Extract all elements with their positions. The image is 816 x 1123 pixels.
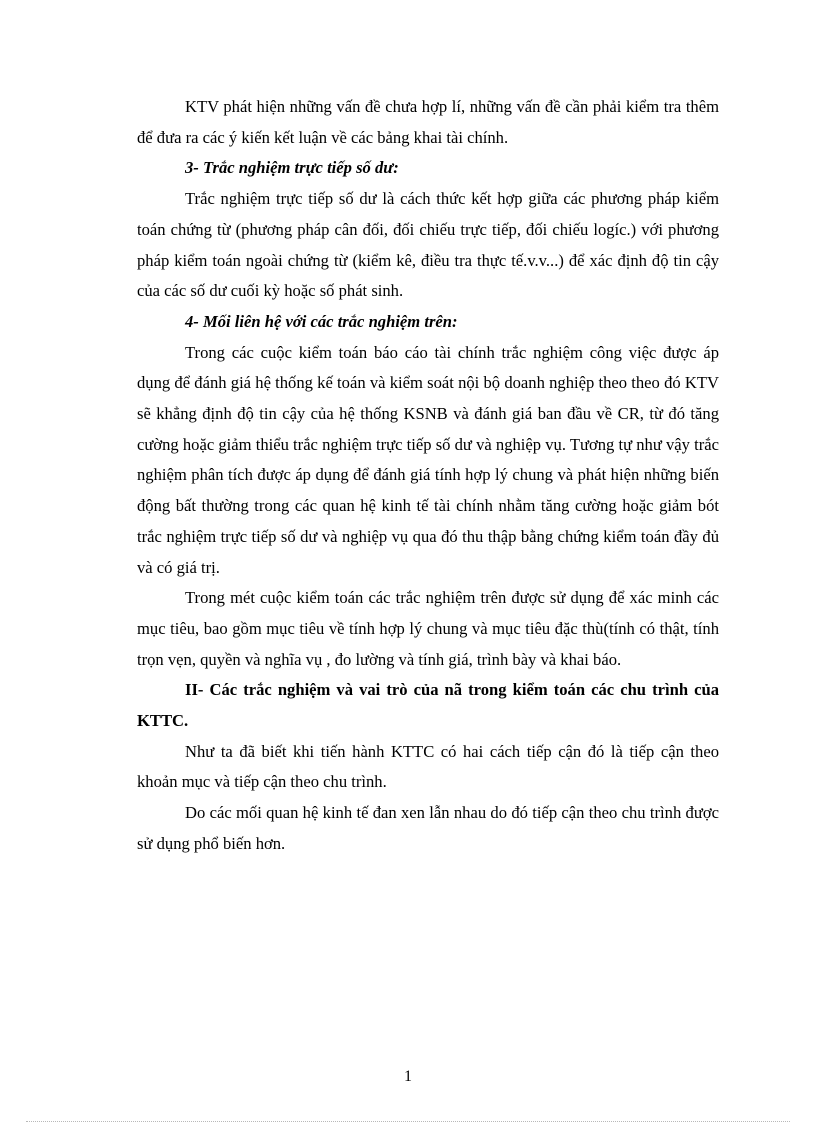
paragraph-relationship-tests: Trong các cuộc kiểm toán báo cáo tài chính trắc nghiệm công việc được áp dụng để đánh giá hệ thống kế toán và kiểm soát nội bộ doanh nghiệp theo theo đó KTV sẽ khẳng định độ tin cậy của hệ thống KSNB và đánh giá ban đầu về CR, từ đó tăng cường hoặc giảm thiểu trắc nghiệm trực tiếp số dư và nghiệp vụ. Tương tự như vậy trắc nghiệm phân tích được áp dụng để đánh giá tính hợp lý chung và phát hiện những biến động bất thường trong các quan hệ kinh tế tài chính nhằm tăng cường hoặc giảm bót trắc nghiệm trực tiếp số dư và nghiệp vụ qua đó thu thập bằng chứng kiểm toán đầy đủ và có giá trị. bbox=[137, 342, 719, 577]
page-number: 1 bbox=[404, 1068, 412, 1085]
paragraph-ktv-findings: KTV phát hiện những vấn đề chưa hợp lí, những vấn đề cần phải kiểm tra thêm để đưa ra các ý kiến kết luận về các bảng khai tài chính. bbox=[137, 97, 719, 147]
footer-divider bbox=[26, 1121, 790, 1122]
paragraph-direct-balance-test: Trắc nghiệm trực tiếp số dư là cách thức kết hợp giữa các phương pháp kiểm toán chứng từ (phương pháp cân đối, đối chiếu trực tiếp, đối chiếu logíc.) với phương pháp kiểm toán ngoài chứng từ (kiểm kê, điều tra thực tế.v.v...) để xác định độ tin cậy của các số dư cuối kỳ hoặc số phát sinh. bbox=[137, 189, 719, 301]
heading-section-ii: II- Các trắc nghiệm và vai trò của nã trong kiểm toán các chu trình của KTTC. bbox=[137, 680, 719, 731]
heading-direct-balance-test: 3- Trắc nghiệm trực tiếp số dư: bbox=[185, 158, 399, 178]
paragraph-approaches: Như ta đã biết khi tiến hành KTTC có hai cách tiếp cận đó là tiếp cận theo khoản mục và tiếp cận theo chu trình. bbox=[137, 741, 719, 792]
heading-relationship-tests: 4- Mối liên hệ với các trắc nghiệm trên: bbox=[185, 311, 458, 331]
paragraph-cycle-approach: Do các mối quan hệ kinh tế đan xen lẫn nhau do đó tiếp cận theo chu trình được sử dụng phổ biến hơn. bbox=[137, 803, 719, 853]
page-content bbox=[137, 92, 719, 860]
paragraph-audit-objectives: Trong mét cuộc kiểm toán các trắc nghiệm trên được sử dụng để xác minh các mục tiêu, bao gồm mục tiêu về tính hợp lý chung và mục tiêu đặc thù(tính có thật, tính trọn vẹn, quyền và nghĩa vụ , đo lường và tính giá, trình bày và khai báo. bbox=[137, 588, 719, 669]
